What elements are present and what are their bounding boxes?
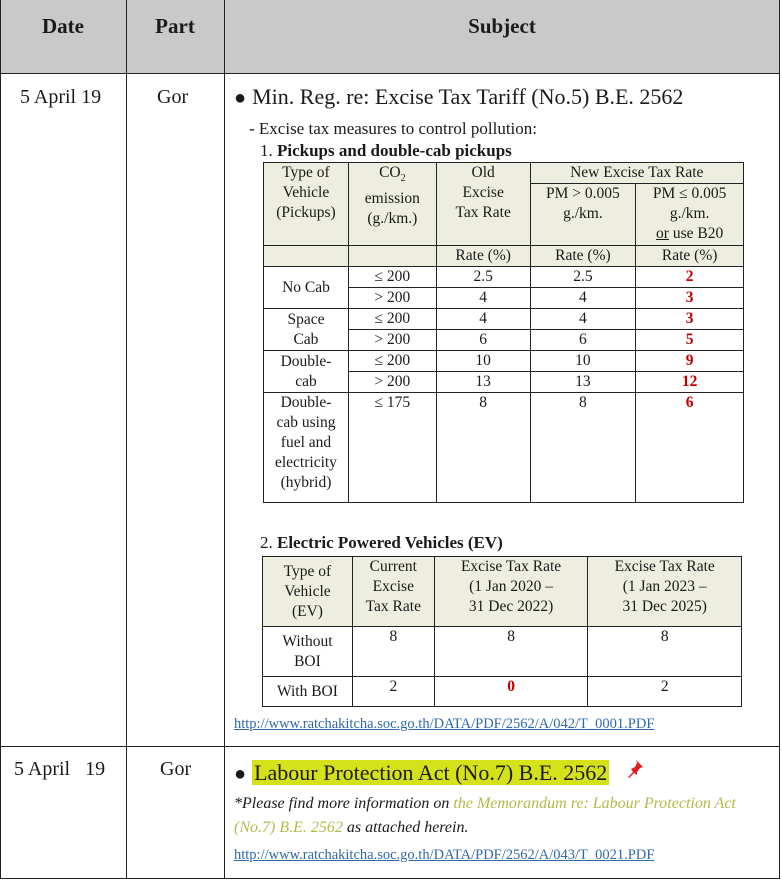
pm-le-rate: 9 — [636, 351, 744, 372]
memorandum-link[interactable]: the Memorandum re: Labour Protection Act — [453, 795, 736, 812]
old-rate: 2.5 — [436, 267, 530, 288]
row1-source-link[interactable]: http://www.ratchakitcha.soc.go.th/DATA/PDF/2562/A/042/T_0001.PDF — [234, 716, 655, 732]
pm-le-rate: 12 — [636, 372, 744, 393]
pickup-header-pm-gt: PM > 0.005 g./km. — [530, 184, 636, 246]
ev-header-2023: Excise Tax Rate (1 Jan 2023 – 31 Dec 2025) — [588, 557, 742, 627]
header-part: Part — [155, 14, 195, 38]
row2-part: Gor — [160, 758, 192, 780]
table-row — [264, 267, 744, 288]
vehicle-type: Double- cab using fuel and electricity (hybrid) — [264, 393, 349, 503]
section2-number: 2. — [260, 533, 273, 552]
ev-header-type: Type of Vehicle (EV) — [263, 557, 353, 627]
co2-value: > 200 — [348, 330, 436, 351]
memorandum-link-cont[interactable]: (No.7) B.E. 2562 — [234, 819, 343, 836]
header-subject: Subject — [468, 14, 536, 38]
ev-2023-rate: 8 — [588, 627, 742, 677]
pickup-header-pm-le: PM ≤ 0.005 g./km. or use B20 — [636, 184, 744, 246]
co2-value: ≤ 200 — [348, 267, 436, 288]
ev-2020-rate: 0 — [434, 677, 588, 707]
ev-2020-rate: 8 — [434, 627, 588, 677]
co2-value: > 200 — [348, 288, 436, 309]
table-row — [263, 627, 742, 677]
old-rate: 4 — [436, 288, 530, 309]
pickup-header-blank — [348, 246, 436, 267]
pickup-header-blank — [264, 246, 349, 267]
header-date: Date — [42, 14, 84, 38]
section2-heading — [260, 533, 503, 553]
pickup-header-rate: Rate (%) — [436, 246, 530, 267]
pm-gt-rate: 4 — [530, 288, 636, 309]
vehicle-type: No Cab — [264, 267, 349, 309]
row2-date: 5 April 19 — [14, 758, 106, 780]
row1-part: Gor — [157, 86, 189, 108]
pickup-header-type: Type of Vehicle (Pickups) — [264, 163, 349, 246]
column-divider — [224, 0, 225, 879]
co2-value: ≤ 200 — [348, 351, 436, 372]
vehicle-type: Double- cab — [264, 351, 349, 393]
row1-date: 5 April 19 — [20, 86, 102, 108]
pickup-header-new-rate: New Excise Tax Rate — [530, 163, 743, 184]
column-divider — [126, 0, 127, 879]
pm-gt-rate: 2.5 — [530, 267, 636, 288]
row2-title-text: Labour Protection Act (No.7) B.E. 2562 — [254, 760, 608, 785]
row2-source-link[interactable]: http://www.ratchakitcha.soc.go.th/DATA/PDF/2562/A/043/T_0021.PDF — [234, 847, 655, 863]
pm-gt-rate: 6 — [530, 330, 636, 351]
pickup-tax-table — [263, 162, 744, 503]
pm-le-rate: 5 — [636, 330, 744, 351]
old-rate: 6 — [436, 330, 530, 351]
ev-type: Without BOI — [263, 627, 353, 677]
old-rate: 4 — [436, 309, 530, 330]
row1-title — [234, 84, 683, 110]
pickup-header-co2: $CO_2$ emission (g./km.) — [348, 163, 436, 246]
section1-title: Pickups and double-cab pickups — [277, 141, 512, 160]
pm-gt-rate: 4 — [530, 309, 636, 330]
bullet-icon: ● — [234, 87, 247, 109]
pickup-header-rate: Rate (%) — [530, 246, 636, 267]
pm-gt-rate: 13 — [530, 372, 636, 393]
old-rate: 10 — [436, 351, 530, 372]
bullet-icon: ● — [234, 763, 247, 785]
co2-value: > 200 — [348, 372, 436, 393]
table-row — [264, 351, 744, 372]
pm-gt-rate: 10 — [530, 351, 636, 372]
pm-le-rate: 6 — [636, 393, 744, 503]
old-rate: 13 — [436, 372, 530, 393]
table-row — [264, 309, 744, 330]
ev-current-rate: 2 — [352, 677, 434, 707]
pm-le-rate: 3 — [636, 309, 744, 330]
row1-title-text: Min. Reg. re: Excise Tax Tariff (No.5) B.E. 2562 — [252, 84, 684, 109]
pm-le-rate: 3 — [636, 288, 744, 309]
old-rate: 8 — [436, 393, 530, 503]
table-row — [264, 393, 744, 503]
pm-le-rate: 2 — [636, 267, 744, 288]
pickup-header-old-rate: Old Excise Tax Rate — [436, 163, 530, 246]
ev-type: With BOI — [263, 677, 353, 707]
row-divider — [0, 746, 780, 747]
ev-2023-rate: 2 — [588, 677, 742, 707]
row-divider — [0, 73, 780, 74]
pickup-header-rate: Rate (%) — [636, 246, 744, 267]
row2-note: *Please find more information on the Memorandum re: Labour Protection Act (No.7) B.E. 2562 as attached herein. — [234, 795, 736, 836]
ev-current-rate: 8 — [352, 627, 434, 677]
row1-intro: - Excise tax measures to control pollution: — [249, 119, 537, 138]
table-row — [263, 677, 742, 707]
co2-value: ≤ 175 — [348, 393, 436, 503]
pm-gt-rate: 8 — [530, 393, 636, 503]
section1-number: 1. — [260, 141, 273, 160]
vehicle-type: Space Cab — [264, 309, 349, 351]
section1-heading — [260, 141, 512, 161]
row2-title — [234, 760, 609, 786]
ev-header-2020: Excise Tax Rate (1 Jan 2020 – 31 Dec 2022) — [434, 557, 588, 627]
ev-header-current: Current Excise Tax Rate — [352, 557, 434, 627]
section2-title: Electric Powered Vehicles (EV) — [277, 533, 503, 552]
co2-value: ≤ 200 — [348, 309, 436, 330]
pushpin-icon — [626, 759, 646, 779]
ev-tax-table — [262, 556, 742, 707]
